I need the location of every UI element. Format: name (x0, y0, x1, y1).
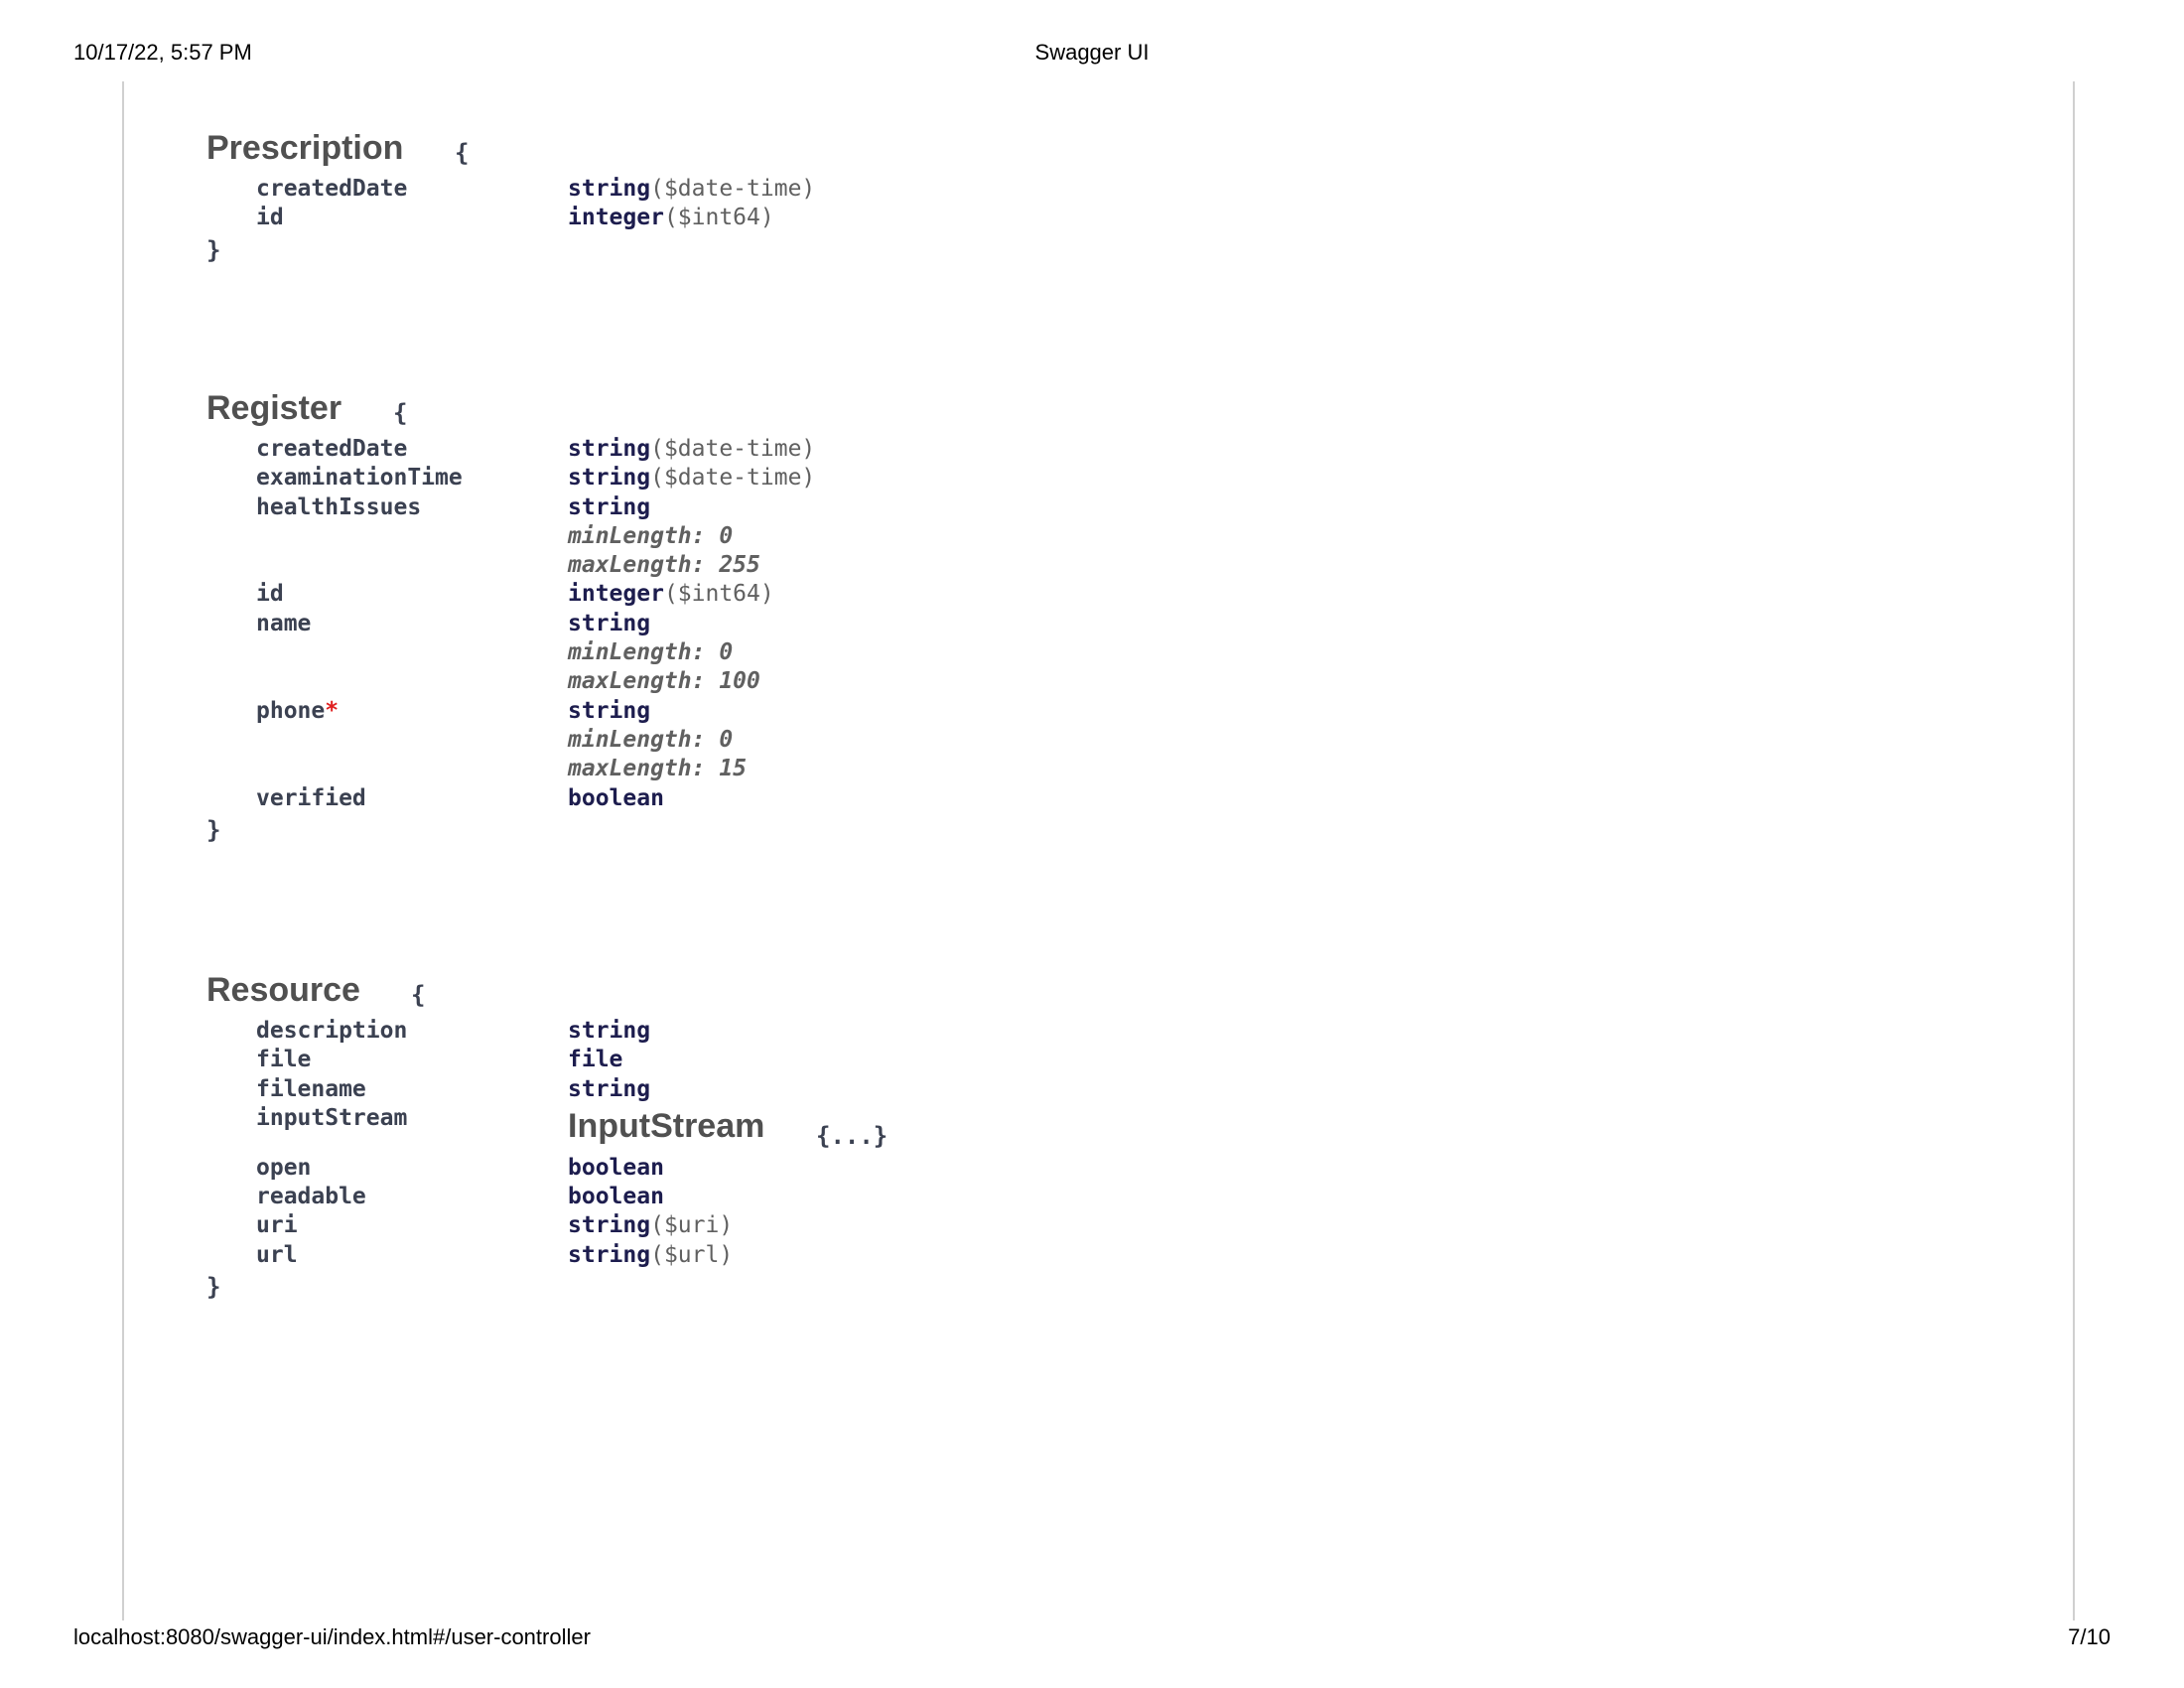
model-prescription (206, 129, 815, 267)
property-name: uri (256, 1212, 298, 1239)
property-name: description (256, 1018, 408, 1044)
property-type: string (568, 465, 651, 492)
property-max-length: maxLength: 255 (568, 552, 760, 579)
property-type: string (568, 176, 651, 202)
property-name: name (256, 610, 312, 636)
property-name: readable (256, 1184, 366, 1210)
close-brace: } (206, 1273, 221, 1302)
model-property (206, 580, 815, 609)
nested-model-title[interactable]: InputStream (568, 1106, 765, 1145)
property-name: phone (256, 697, 326, 724)
property-type: integer (568, 581, 664, 608)
property-format: ($url) (650, 1241, 734, 1268)
property-type: string (568, 493, 651, 520)
property-type: integer (568, 205, 664, 231)
print-page-title: Swagger UI (1034, 40, 1150, 65)
open-brace: { (455, 139, 470, 167)
property-format: ($int64) (663, 205, 774, 231)
property-name: url (256, 1241, 298, 1268)
property-min-length: minLength: 0 (568, 522, 734, 549)
property-type: string (568, 1018, 651, 1044)
model-property (206, 435, 815, 464)
property-format: ($date-time) (650, 465, 816, 492)
property-type: string (568, 610, 651, 636)
property-name: id (256, 205, 284, 231)
property-type: boolean (568, 1154, 664, 1181)
property-name: open (256, 1154, 312, 1181)
property-format: ($date-time) (650, 436, 816, 462)
property-min-length: minLength: 0 (568, 726, 734, 753)
close-brace: } (206, 235, 221, 264)
property-name: createdDate (256, 176, 408, 202)
property-name: createdDate (256, 436, 408, 462)
model-property (206, 1154, 733, 1183)
model-property (206, 464, 815, 492)
nested-model-inputstream[interactable] (568, 1104, 888, 1154)
property-name-required (256, 697, 339, 726)
print-url: localhost:8080/swagger-ui/index.html#/user-controller (73, 1624, 591, 1649)
page-frame-left-border (122, 81, 124, 1620)
model-property (206, 784, 815, 813)
required-marker: * (325, 697, 340, 724)
property-min-length: minLength: 0 (568, 639, 734, 666)
property-format: ($int64) (663, 581, 774, 608)
model-property (206, 204, 815, 232)
model-property (206, 493, 815, 581)
property-type: string (568, 697, 651, 724)
property-type: string (568, 436, 651, 462)
property-max-length: maxLength: 15 (568, 756, 748, 782)
model-property (206, 1241, 733, 1270)
property-format: ($date-time) (650, 176, 816, 202)
model-title[interactable]: Register (206, 389, 342, 427)
model-property (206, 1017, 733, 1046)
property-type: boolean (568, 784, 664, 811)
model-property (206, 1211, 733, 1240)
model-property (206, 697, 815, 784)
open-brace: { (393, 399, 408, 427)
model-title[interactable]: Prescription (206, 129, 404, 167)
model-property (206, 1075, 733, 1104)
property-name: file (256, 1047, 312, 1073)
model-property (206, 1104, 888, 1154)
property-name: inputStream (256, 1104, 408, 1131)
property-type: file (568, 1047, 623, 1073)
property-name: verified (256, 784, 366, 811)
print-header (73, 40, 2111, 70)
model-property (206, 175, 815, 204)
model-register (206, 389, 815, 847)
print-footer (73, 1624, 2111, 1654)
property-name: filename (256, 1075, 366, 1102)
property-type: string (568, 1075, 651, 1102)
property-format: ($uri) (650, 1212, 734, 1239)
property-name: examinationTime (256, 465, 463, 492)
model-property (206, 1046, 733, 1074)
property-type: string (568, 1212, 651, 1239)
print-page-number: 7/10 (2068, 1624, 2111, 1649)
model-property (206, 1183, 733, 1211)
property-type: string (568, 1241, 651, 1268)
collapsed-model-toggle[interactable]: {...} (816, 1121, 888, 1150)
property-name: healthIssues (256, 493, 422, 520)
close-brace: } (206, 815, 221, 844)
model-resource (206, 971, 888, 1304)
page-frame-right-border (2073, 81, 2075, 1620)
open-brace: { (411, 981, 426, 1009)
model-property (206, 610, 815, 697)
property-type: boolean (568, 1184, 664, 1210)
property-name: id (256, 581, 284, 608)
print-datetime: 10/17/22, 5:57 PM (73, 40, 252, 65)
property-max-length: maxLength: 100 (568, 668, 760, 695)
model-title[interactable]: Resource (206, 971, 360, 1009)
